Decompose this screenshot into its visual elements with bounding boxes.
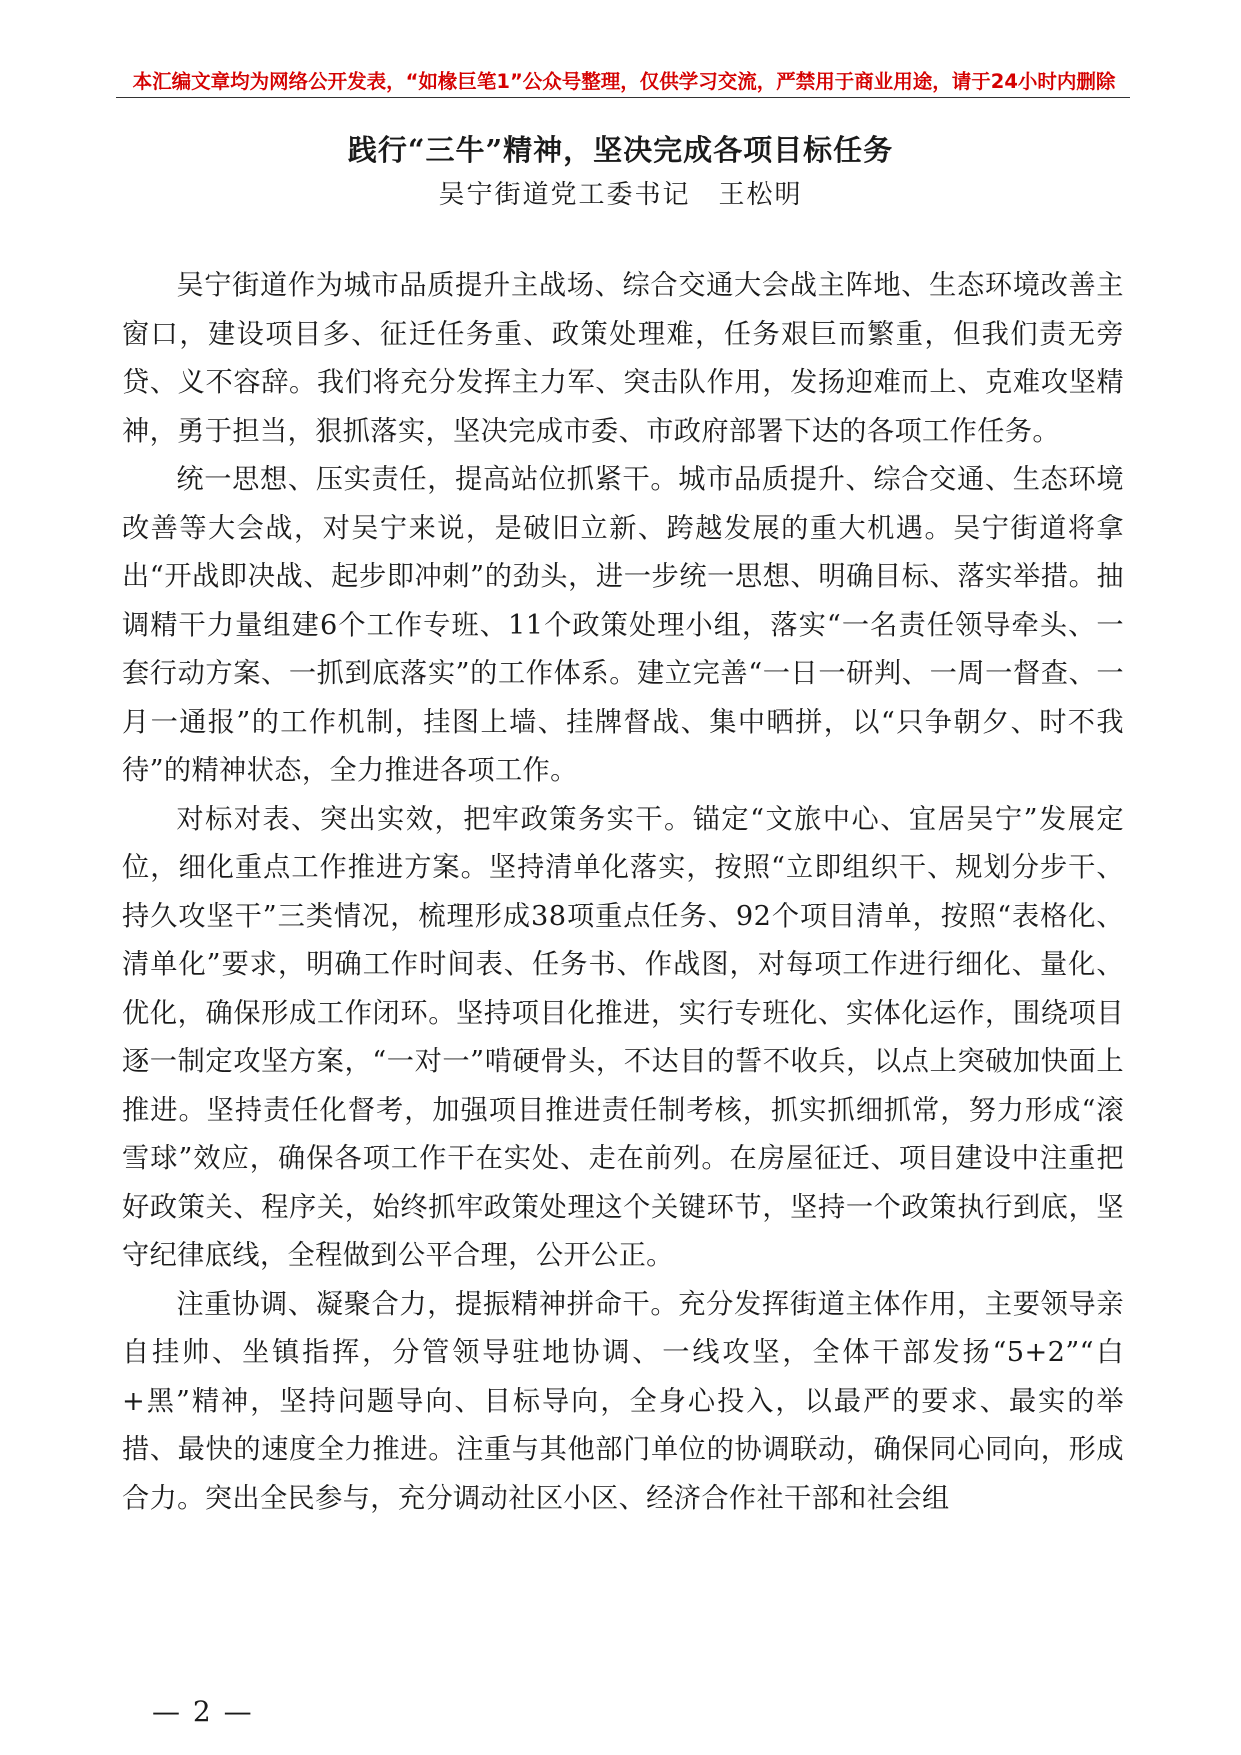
paragraph-4: 注重协调、凝聚合力，提振精神拼命干。充分发挥街道主体作用，主要领导亲自挂帅、坐镇指挥，分管领导驻地协调、一线攻坚，全体干部发扬“5+2”“白+黑”精神，坚持问题导向、目标导向，全身心投入，以最严的要求、最实的举措、最快的速度全力推进。注重与其他部门单位的协调联动，确保同心同向，形成合力。突出全民参与，充分调动社区小区、经济合作社干部和社会组 (122, 1288, 1124, 1514)
paragraph-1: 吴宁街道作为城市品质提升主战场、综合交通大会战主阵地、生态环境改善主窗口，建设项目多、征迁任务重、政策处理难，任务艰巨而繁重，但我们责无旁贷、义不容辞。我们将充分发挥主力军、突击队作用，发扬迎难而上、克难攻坚精神，勇于担当，狠抓落实，坚决完成市委、市政府部署下达的各项工作任务。 (122, 270, 1124, 447)
header-divider (116, 97, 1130, 98)
copyright-notice: 本汇编文章均为网络公开发表，“如椽巨笔1”公众号整理，仅供学习交流，严禁用于商业用途，请于24小时内删除 (132, 70, 1116, 93)
paragraph-3: 对标对表、突出实效，把牢政策务实干。锚定“文旅中心、宜居吴宁”发展定位，细化重点工作推进方案。坚持清单化落实，按照“立即组织干、规划分步干、持久攻坚干”三类情况，梳理形成38项重点任务、92个项目清单，按照“表格化、清单化”要求，明确工作时间表、任务书、作战图，对每项工作进行细化、量化、优化，确保形成工作闭环。坚持项目化推进，实行专班化、实体化运作，围绕项目逐一制定攻坚方案，“一对一”啃硬骨头，不达目的誓不收兵，以点上突破加快面上推进。坚持责任化督考，加强项目推进责任制考核，抓实抓细抓常，努力形成“滚雪球”效应，确保各项工作干在实处、走在前列。在房屋征迁、项目建设中注重把好政策关、程序关，始终抓牢政策处理这个关键环节，坚持一个政策执行到底，坚守纪律底线，全程做到公平合理，公开公正。 (122, 803, 1124, 1271)
page-number: — 2 — (152, 1695, 254, 1728)
paragraph-2: 统一思想、压实责任，提高站位抓紧干。城市品质提升、综合交通、生态环境改善等大会战，对吴宁来说，是破旧立新、跨越发展的重大机遇。吴宁街道将拿出“开战即决战、起步即冲刺”的劲头，进一步统一思想、明确目标、落实举措。抽调精干力量组建6个工作专班、11个政策处理小组，落实“一名责任领导牵头、一套行动方案、一抓到底落实”的工作体系。建立完善“一日一研判、一周一督查、一月一通报”的工作机制，挂图上墙、挂牌督战、集中晒拼，以“只争朝夕、时不我待”的精神状态，全力推进各项工作。 (122, 464, 1124, 786)
article-byline: 吴宁街道党工委书记 王松明 (438, 180, 803, 210)
article-body (122, 262, 1124, 1523)
article-title: 践行“三牛”精神，坚决完成各项目标任务 (347, 133, 894, 167)
